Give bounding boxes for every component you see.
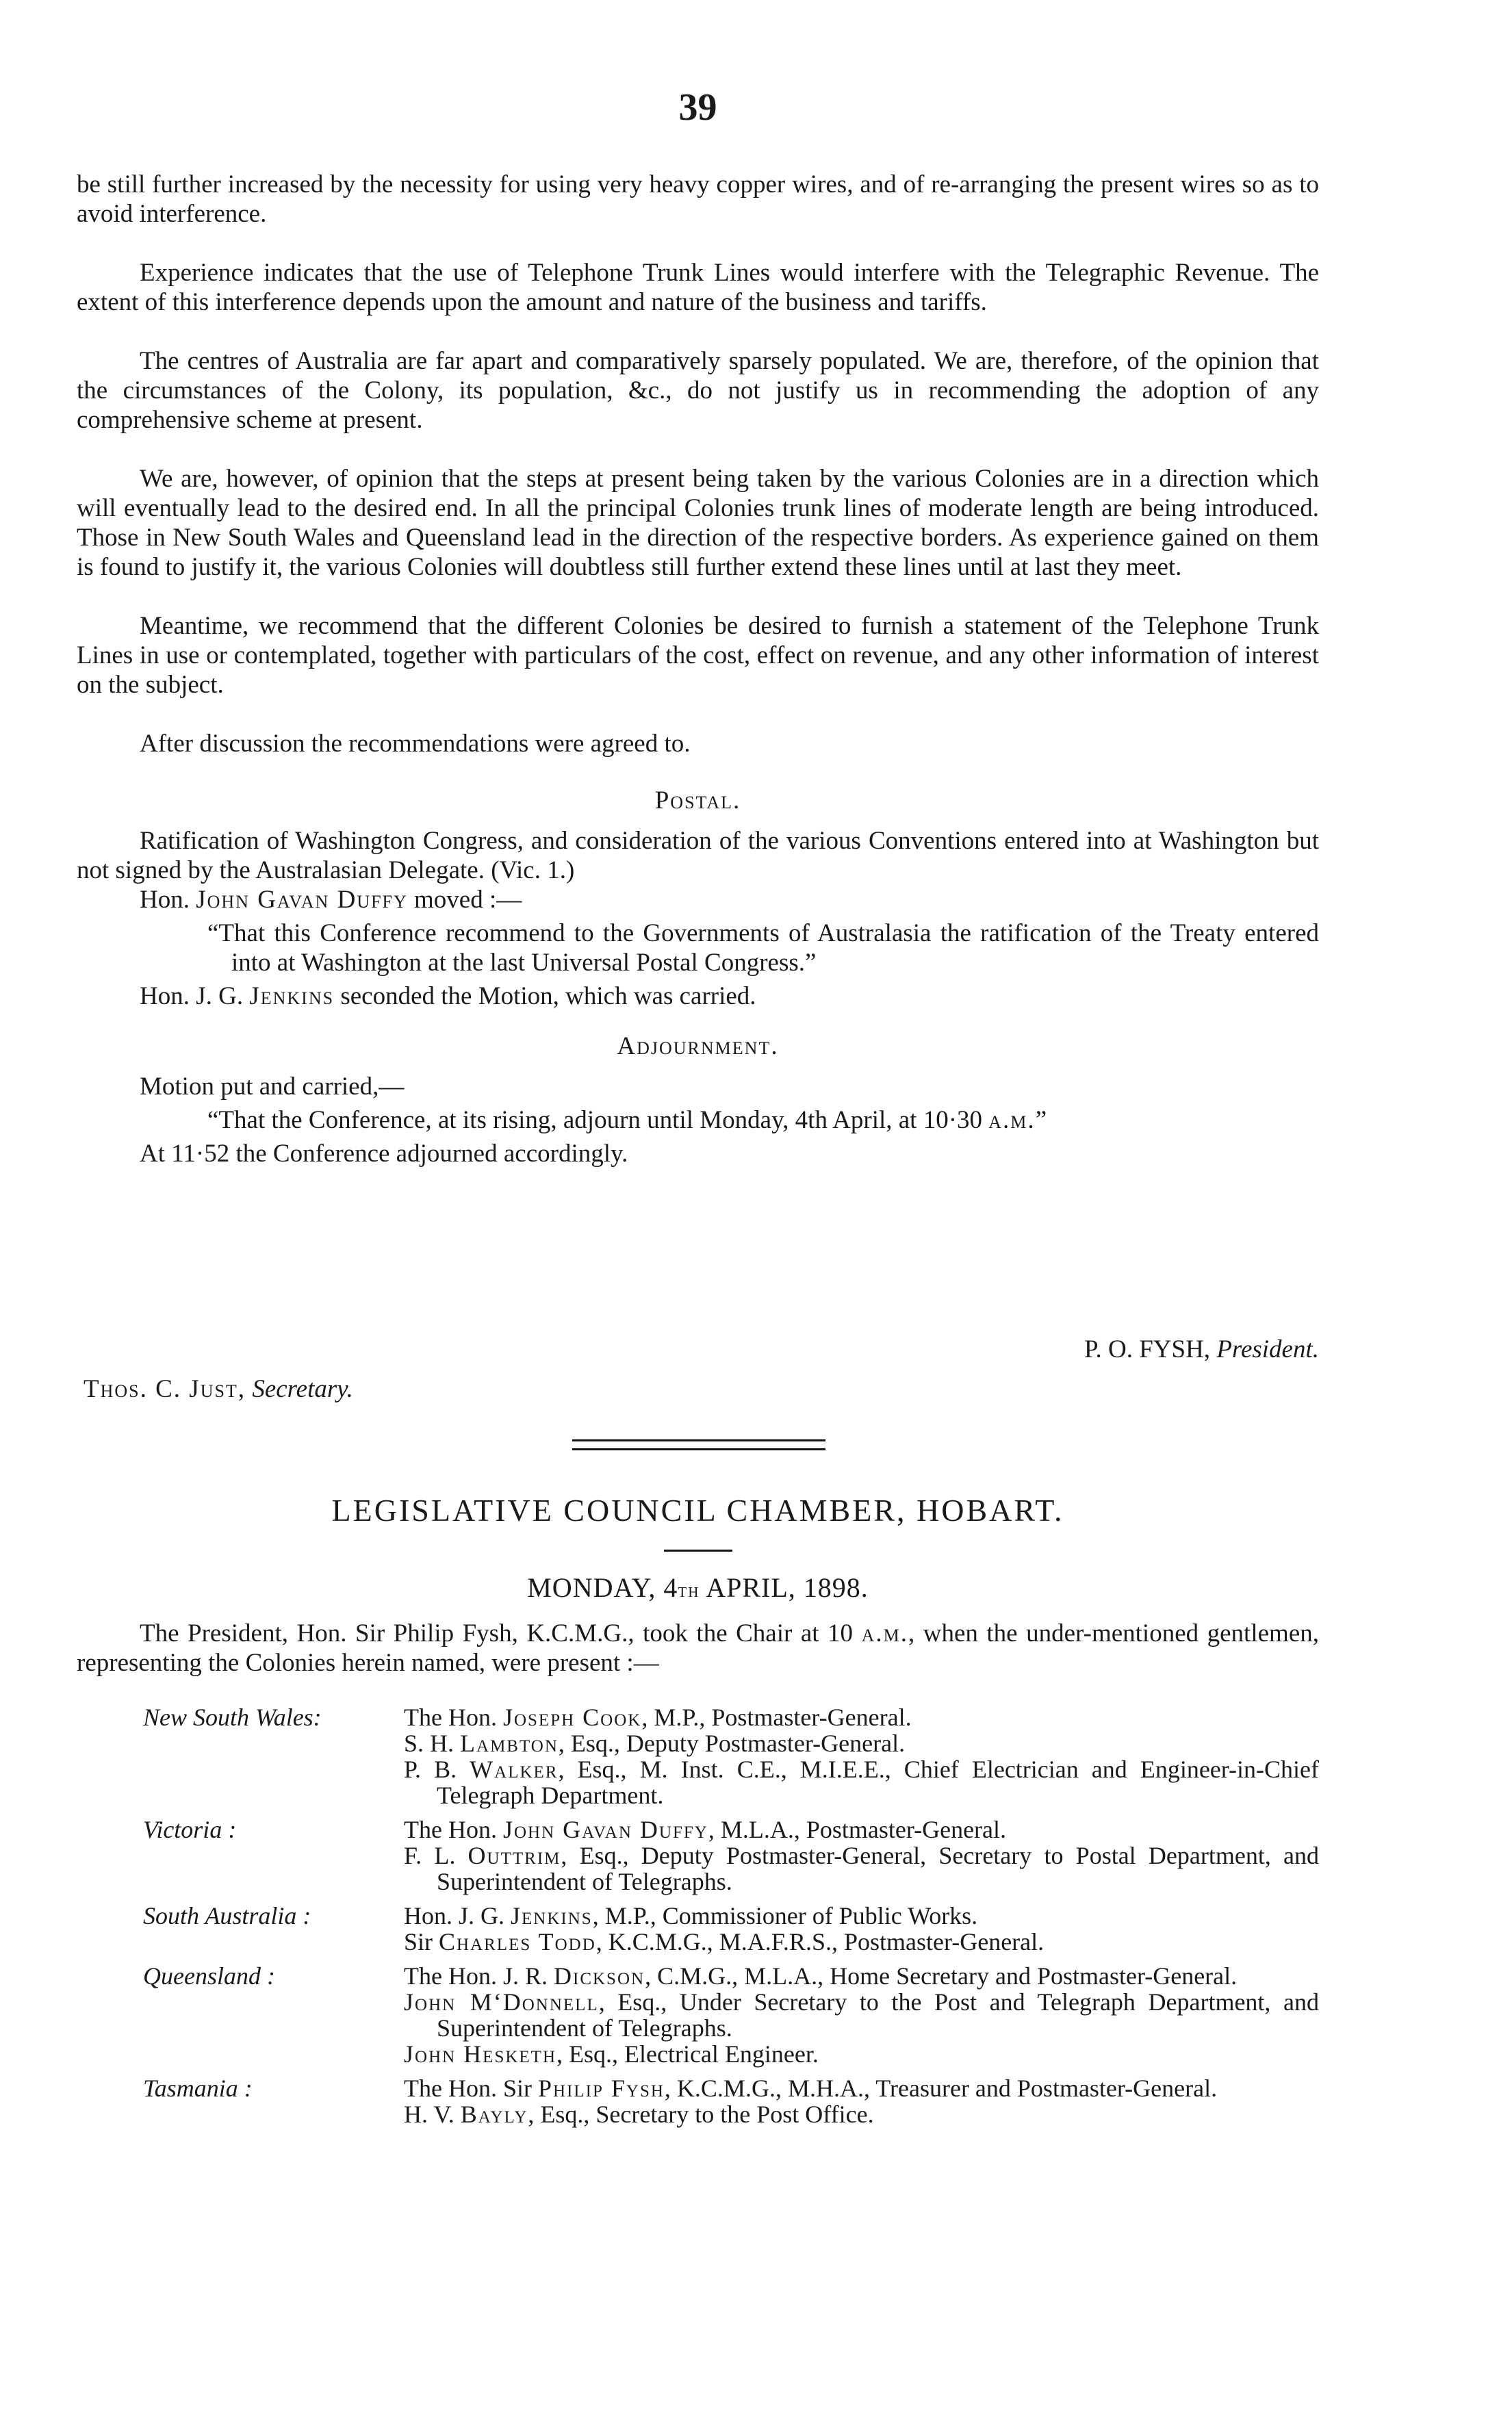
postal-motion: “That this Conference recommend to the Governments of Australasia the ratification of the Treaty entered into at Washington at the last Universal Postal Congress.”	[207, 919, 1319, 977]
member-name: Outtrim	[467, 1842, 561, 1869]
session-intro	[77, 1619, 1319, 1678]
member-honorific: The Hon. Sir	[404, 2075, 532, 2102]
adjournment-motion	[77, 1105, 1319, 1135]
member-honorific: Sir	[404, 1928, 433, 1955]
member-honorific: The Hon.	[404, 1816, 497, 1843]
paragraph-however: We are, however, of opinion that the steps at present being taken by the various Colonies are in a direction which will eventually lead to the desired end. In all the principal Colonies trunk lines of moderate length are being introduced. Those in New South Wales and Queensland lead in the direction of the respective borders. As experience gained on them is found to justify it, the various Colonies will doubtless still further extend these lines until at last they meet.	[77, 465, 1319, 581]
member-role: , Esq., Deputy Postmaster-General.	[558, 1730, 906, 1757]
member-entry	[404, 1963, 1319, 1989]
member-entry	[404, 2041, 1319, 2067]
member-entry	[404, 2101, 1319, 2127]
member-name: John Hesketh	[404, 2040, 556, 2068]
member-entry	[404, 1843, 1319, 1895]
member-name: Charles Todd	[439, 1928, 596, 1955]
member-role: , Esq., Deputy Postmaster-General, Secretary to Postal Department, and Superintendent of Telegraphs.	[437, 1842, 1319, 1895]
body-text-top	[77, 170, 1319, 1168]
colony-name: New South Wales:	[143, 1704, 322, 1731]
member-honorific: F. L.	[404, 1842, 456, 1869]
paragraph-meantime: Meantime, we recommend that the different Colonies be desired to furnish a statement of the Telephone Trunk Lines in use or contemplated, together with particulars of the cost, effect on revenue, and any other information of interest on the subject.	[77, 612, 1319, 699]
member-role: , M.L.A., Postmaster-General.	[708, 1816, 1007, 1843]
member-entry	[404, 1817, 1319, 1843]
member-entry	[404, 1756, 1319, 1808]
section-double-rule	[572, 1439, 825, 1450]
adjournment-motion-text: “That the Conference, at its rising, adjourn until Monday, 4th April, at 10·30	[207, 1106, 983, 1134]
colony-name: Tasmania :	[143, 2075, 253, 2102]
colony-entry	[77, 1963, 1319, 2067]
page-number: 39	[678, 86, 717, 129]
member-entry	[404, 1704, 1319, 1730]
member-name: John Gavan Duffy	[502, 1816, 708, 1843]
adjournment-motion-time: a.m.	[988, 1106, 1036, 1134]
member-list	[404, 1817, 1319, 1895]
member-list	[404, 1903, 1319, 1955]
member-role: , K.C.M.G., M.H.A., Treasurer and Postmaster-General.	[664, 2075, 1218, 2102]
member-list	[404, 2075, 1319, 2127]
colony-entry	[77, 1704, 1319, 1808]
attendance-roster	[77, 1704, 1319, 2135]
seconder-suffix: seconded the Motion, which was carried.	[340, 982, 756, 1010]
adjournment-result: At 11·52 the Conference adjourned accordingly.	[140, 1140, 628, 1168]
member-name: Philip Fysh	[537, 2075, 665, 2102]
adjournment-line: Motion put and carried,—	[140, 1073, 405, 1101]
seconder-prefix: Hon. J. G.	[140, 982, 244, 1010]
member-entry	[404, 2075, 1319, 2101]
colony-name: Victoria :	[143, 1816, 237, 1843]
member-list	[404, 1704, 1319, 1808]
member-role: , C.M.G., M.L.A., Home Secretary and Postmaster-General.	[645, 1962, 1238, 1990]
member-entry	[404, 1929, 1319, 1955]
session-place: LEGISLATIVE COUNCIL CHAMBER, HOBART.	[331, 1493, 1064, 1528]
member-entry	[404, 1903, 1319, 1929]
intro-text-b: , when the under-mentioned gentlemen, representing the Colonies herein named, were present :—	[77, 1619, 1319, 1677]
president-signature	[77, 1335, 1319, 1364]
member-honorific: Hon. J. G.	[404, 1902, 505, 1929]
paragraph-centres: The centres of Australia are far apart and comparatively sparsely populated. We are, therefore, of the opinion that the circumstances of the Colony, its population, &c., do not justify us in recommending the adoption of any comprehensive scheme at present.	[77, 347, 1319, 434]
member-honorific: The Hon.	[404, 1704, 497, 1731]
member-name: Dickson	[554, 1962, 645, 1990]
member-name: Lambton	[460, 1730, 559, 1757]
mover-prefix: Hon.	[140, 886, 190, 914]
mover-suffix: moved :—	[414, 886, 522, 914]
member-entry	[404, 1730, 1319, 1756]
session-date	[77, 1573, 1319, 1605]
member-entry	[404, 1989, 1319, 2041]
colony-entry	[77, 1903, 1319, 1955]
president-name: P. O. FYSH,	[1084, 1335, 1211, 1363]
member-honorific: The Hon. J. R.	[404, 1962, 548, 1990]
paragraph-experience: Experience indicates that the use of Telephone Trunk Lines would interfere with the Telegraphic Revenue. The extent of this interference depends upon the amount and nature of the business and tariffs.	[77, 259, 1319, 316]
member-honorific: H. V.	[404, 2101, 454, 2128]
colony-name: South Australia :	[143, 1902, 311, 1929]
member-name: Bayly	[460, 2101, 528, 2128]
adjournment-motion-end: ”	[1035, 1106, 1047, 1134]
session-intro-block	[77, 1619, 1319, 1678]
date-suffix: th	[678, 1579, 700, 1602]
secretary-name: Thos. C. Just,	[84, 1375, 246, 1403]
postal-heading: Postal.	[654, 786, 741, 814]
member-role: , K.C.M.G., M.A.F.R.S., Postmaster-General.	[595, 1928, 1045, 1955]
intro-time: a.m.	[861, 1619, 908, 1647]
intro-text-a: The President, Hon. Sir Philip Fysh, K.C.M.G., took the Chair at 10	[140, 1619, 854, 1647]
member-name: Walker	[470, 1756, 559, 1783]
member-name: Joseph Cook	[502, 1704, 642, 1731]
date-rest: APRIL, 1898.	[700, 1572, 869, 1603]
member-role: , Esq., M. Inst. C.E., M.I.E.E., Chief Electrician and Engineer-in-Chief Telegraph Department.	[437, 1756, 1320, 1809]
member-role: , M.P., Postmaster-General.	[641, 1704, 912, 1731]
member-role: , Esq., Secretary to the Post Office.	[528, 2101, 874, 2128]
postal-seconder	[77, 981, 1319, 1011]
secretary-signature	[84, 1374, 1326, 1404]
paragraph-agreed: After discussion the recommendations were agreed to.	[140, 730, 691, 758]
colony-entry	[77, 1817, 1319, 1895]
member-honorific: S. H.	[404, 1730, 454, 1757]
member-name: Jenkins	[511, 1902, 593, 1929]
member-name: John M‘Donnell	[404, 1988, 599, 2016]
member-honorific: P. B.	[404, 1756, 457, 1783]
colony-entry	[77, 2075, 1319, 2127]
seconder-name: Jenkins	[249, 982, 335, 1010]
paragraph-continuation: be still further increased by the necessity for using very heavy copper wires, and of re-arranging the present wires so as to avoid interference.	[77, 170, 1319, 228]
date-day: MONDAY, 4	[527, 1572, 678, 1603]
postal-item: Ratification of Washington Congress, and consideration of the various Conventions entered into at Washington but not signed by the Australasian Delegate. (Vic. 1.)	[77, 827, 1319, 884]
secretary-title: Secretary.	[252, 1375, 353, 1403]
title-underline	[664, 1550, 732, 1552]
member-role: , M.P., Commissioner of Public Works.	[592, 1902, 978, 1929]
postal-mover	[77, 885, 1319, 914]
adjournment-heading: Adjournment.	[617, 1032, 779, 1060]
colony-name: Queensland :	[143, 1962, 275, 1990]
mover-name: John Gavan Duffy	[196, 886, 408, 914]
member-list	[404, 1963, 1319, 2067]
member-role: , Esq., Under Secretary to the Post and Telegraph Department, and Superintendent of Telegraphs.	[437, 1988, 1319, 2042]
member-role: , Esq., Electrical Engineer.	[556, 2040, 819, 2068]
president-title: President.	[1216, 1335, 1319, 1363]
